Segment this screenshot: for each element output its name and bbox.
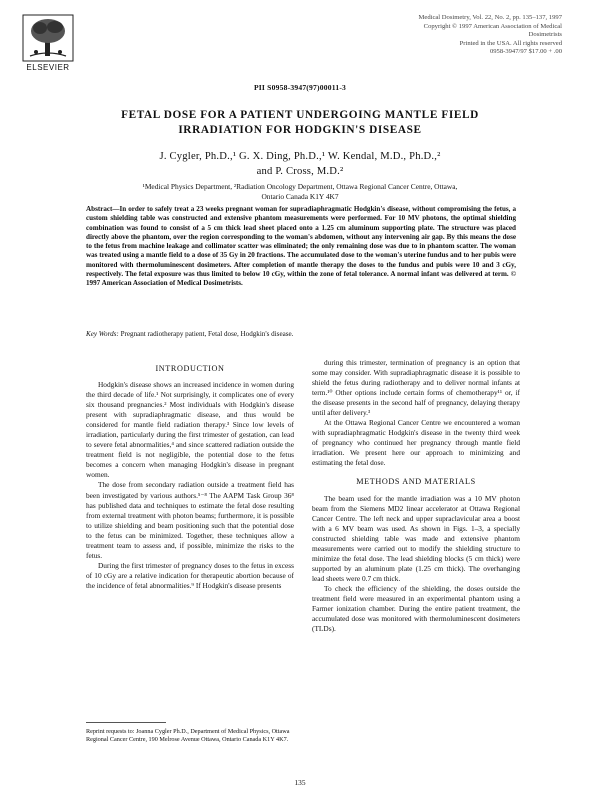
methods-paragraph: The beam used for the mantle irradiation was a 10 MV photon beam from the Siemens MD2 linear accelerator at Ottawa Regional Cancer Centre. The left neck and upper supraclavicular area a boost with a 6 MV beam was used. As shown in Figs. 1–3, a specially constructed shielding table was made and extensive phantom measurements were carried out to modify the shielding structure to minimize the fetal dose. The lead shielding blocks (5 cm thick) were supported by an aluminum plate (1.25 cm thick). The overhanging lead sheets were 0.7 cm thick. xyxy=(312,493,520,583)
intro-paragraph: Hodgkin's disease shows an increased incidence in women during the third decade of life.¹ Not surprisingly, it complicates one of every six thousand pregnancies.² Most individuals with Hodgkin's disease present with supradiaphragmatic disease, and thus would be considered for mantle field radiation therapy.³ Since low levels of irradiation, particularly during the first trimester of gestation, can lead to severe fetal abnormalities,⁴ and since scattered radiation outside the treatment field is not negligible, the potential dose to the fetus becomes a concern when managing Hodgkin's disease in pregnant women. xyxy=(86,380,294,480)
pii: PII S0958-3947(97)00011-3 xyxy=(253,83,347,92)
abstract xyxy=(86,205,516,289)
abstract-label: Abstract— xyxy=(86,205,120,213)
elsevier-tree-icon xyxy=(22,14,74,62)
abstract-text: In order to safely treat a 23 weeks pregnant woman for supradiaphragmatic Hodgkin's disease, without compromising the fetus, a custom shielding table was constructed and extensive phantom measurements were performed. For 10 MV photons, the optimal shielding combination was found to consist of a 5 cm thick lead sheet placed onto a 1.25 cm aluminum supporting plate. The structure was placed directly above the phantom, over the region corresponding to the woman's abdomen, without any intervening air gap. By this means the dose to the fetus from machine leakage and collimator scatter was eliminated; the only remaining dose was due to in phantom scatter. The woman was treated using a mantle field to a dose of 35 Gy in 20 fractions. The accumulated dose to the woman's uterine fundus and to her pubis were monitored with thermoluminescent dosimeters. After completion of mantle therapy the doses to the fundus and pubis were 10 and 3 cGy, respectively. The fetal exposure was thus limited to below 10 cGy, within the zone of fetal tolerance. A normal infant was delivered at term. © 1997 American Association of Medical Dosimetrists. xyxy=(86,205,516,288)
intro-paragraph: during this trimester, termination of pregnancy is an option that some may consider. With supradiaphragmatic disease it is possible to shield the fetus during radiotherapy and to deliver normal infants at term.¹⁰ Other options include certain forms of chemotherapy¹¹ or, if the disease presents in the second half of pregnancy, delaying therapy until after delivery.³ xyxy=(312,358,520,418)
introduction-heading: INTRODUCTION xyxy=(155,364,225,373)
intro-paragraph: During the first trimester of pregnancy doses to the fetus in excess of 10 cGy are a relative indication for therapeutic abortion because of the incidence of fetal abnormalities.⁹ If Hodgkin's disease presents xyxy=(86,560,294,590)
right-column xyxy=(312,358,520,634)
authors-line: J. Cygler, Ph.D.,¹ G. X. Ding, Ph.D.,¹ W. Kendal, M.D., Ph.D.,² xyxy=(159,151,441,162)
affiliation-line: Ontario Canada K1Y 4K7 xyxy=(261,192,339,201)
title-line: IRRADIATION FOR HODGKIN'S DISEASE xyxy=(178,124,422,136)
authors xyxy=(60,149,540,179)
journal-header xyxy=(392,14,562,57)
journal-header-line: Printed in the USA. All rights reserved xyxy=(459,39,562,47)
title-line: FETAL DOSE FOR A PATIENT UNDERGOING MANTLE FIELD xyxy=(121,109,479,121)
intro-paragraph: The dose from secondary radiation outside a treatment field has been investigated by various authors.⁵⁻⁸ The AAPM Task Group 36⁸ has published data and techniques to estimate the fetal dose resulting from external treatment with photon beams; furthermore, it is possible to utilize shielding and beam positioning such that the potential dose to the fetus can be minimized. Together, these techniques allow a treatment team to assess and, if possible, minimize the risks to the fetus. xyxy=(86,480,294,560)
publisher-logo xyxy=(22,14,74,72)
left-column xyxy=(86,380,294,591)
journal-header-line: Medical Dosimetry, Vol. 22, No. 2, pp. 135–137, 1997 xyxy=(418,14,562,21)
paper-title xyxy=(60,108,540,138)
journal-header-line: 0958-3947/97 $17.00 + .00 xyxy=(489,48,562,56)
publisher-name: ELSEVIER xyxy=(26,63,70,72)
page-number: 135 xyxy=(294,778,306,787)
footnote-rule xyxy=(86,722,166,723)
intro-paragraph: At the Ottawa Regional Cancer Centre we encountered a woman with supradiaphragmatic Hodgkin's disease in the twenty third week of pregnancy who continued her pregnancy through mantle field irradiation. We present here our approach to minimizing and estimating the fetal dose. xyxy=(312,418,520,468)
affiliation xyxy=(60,182,540,202)
keywords-text: Pregnant radiotherapy patient, Fetal dose, Hodgkin's disease. xyxy=(120,330,294,338)
methods-paragraph: To check the efficiency of the shielding, the doses outside the treatment field were measured in an experimental phantom using a Farmer ionization chamber. During the entire patient treatment, the accumulated dose was monitored with thermoluminescent dosimeters (TLDs). xyxy=(312,583,520,634)
journal-header-line: Copyright © 1997 American Association of Medical Dosimetrists xyxy=(423,22,562,39)
keywords xyxy=(86,330,516,339)
affiliation-line: ¹Medical Physics Department, ²Radiation Oncology Department, Ottawa Regional Cancer Centre, Ottawa, xyxy=(142,182,458,191)
keywords-label: Key Words: xyxy=(86,330,119,338)
footnote: Reprint requests to: Joanna Cygler Ph.D., Department of Medical Physics, Ottawa Regional Cancer Centre, 190 Melrose Avenue Ottawa, Ontario Canada K1Y 4K7. xyxy=(86,728,290,744)
methods-heading: METHODS AND MATERIALS xyxy=(356,476,476,486)
authors-line: and P. Cross, M.D.² xyxy=(256,166,344,177)
